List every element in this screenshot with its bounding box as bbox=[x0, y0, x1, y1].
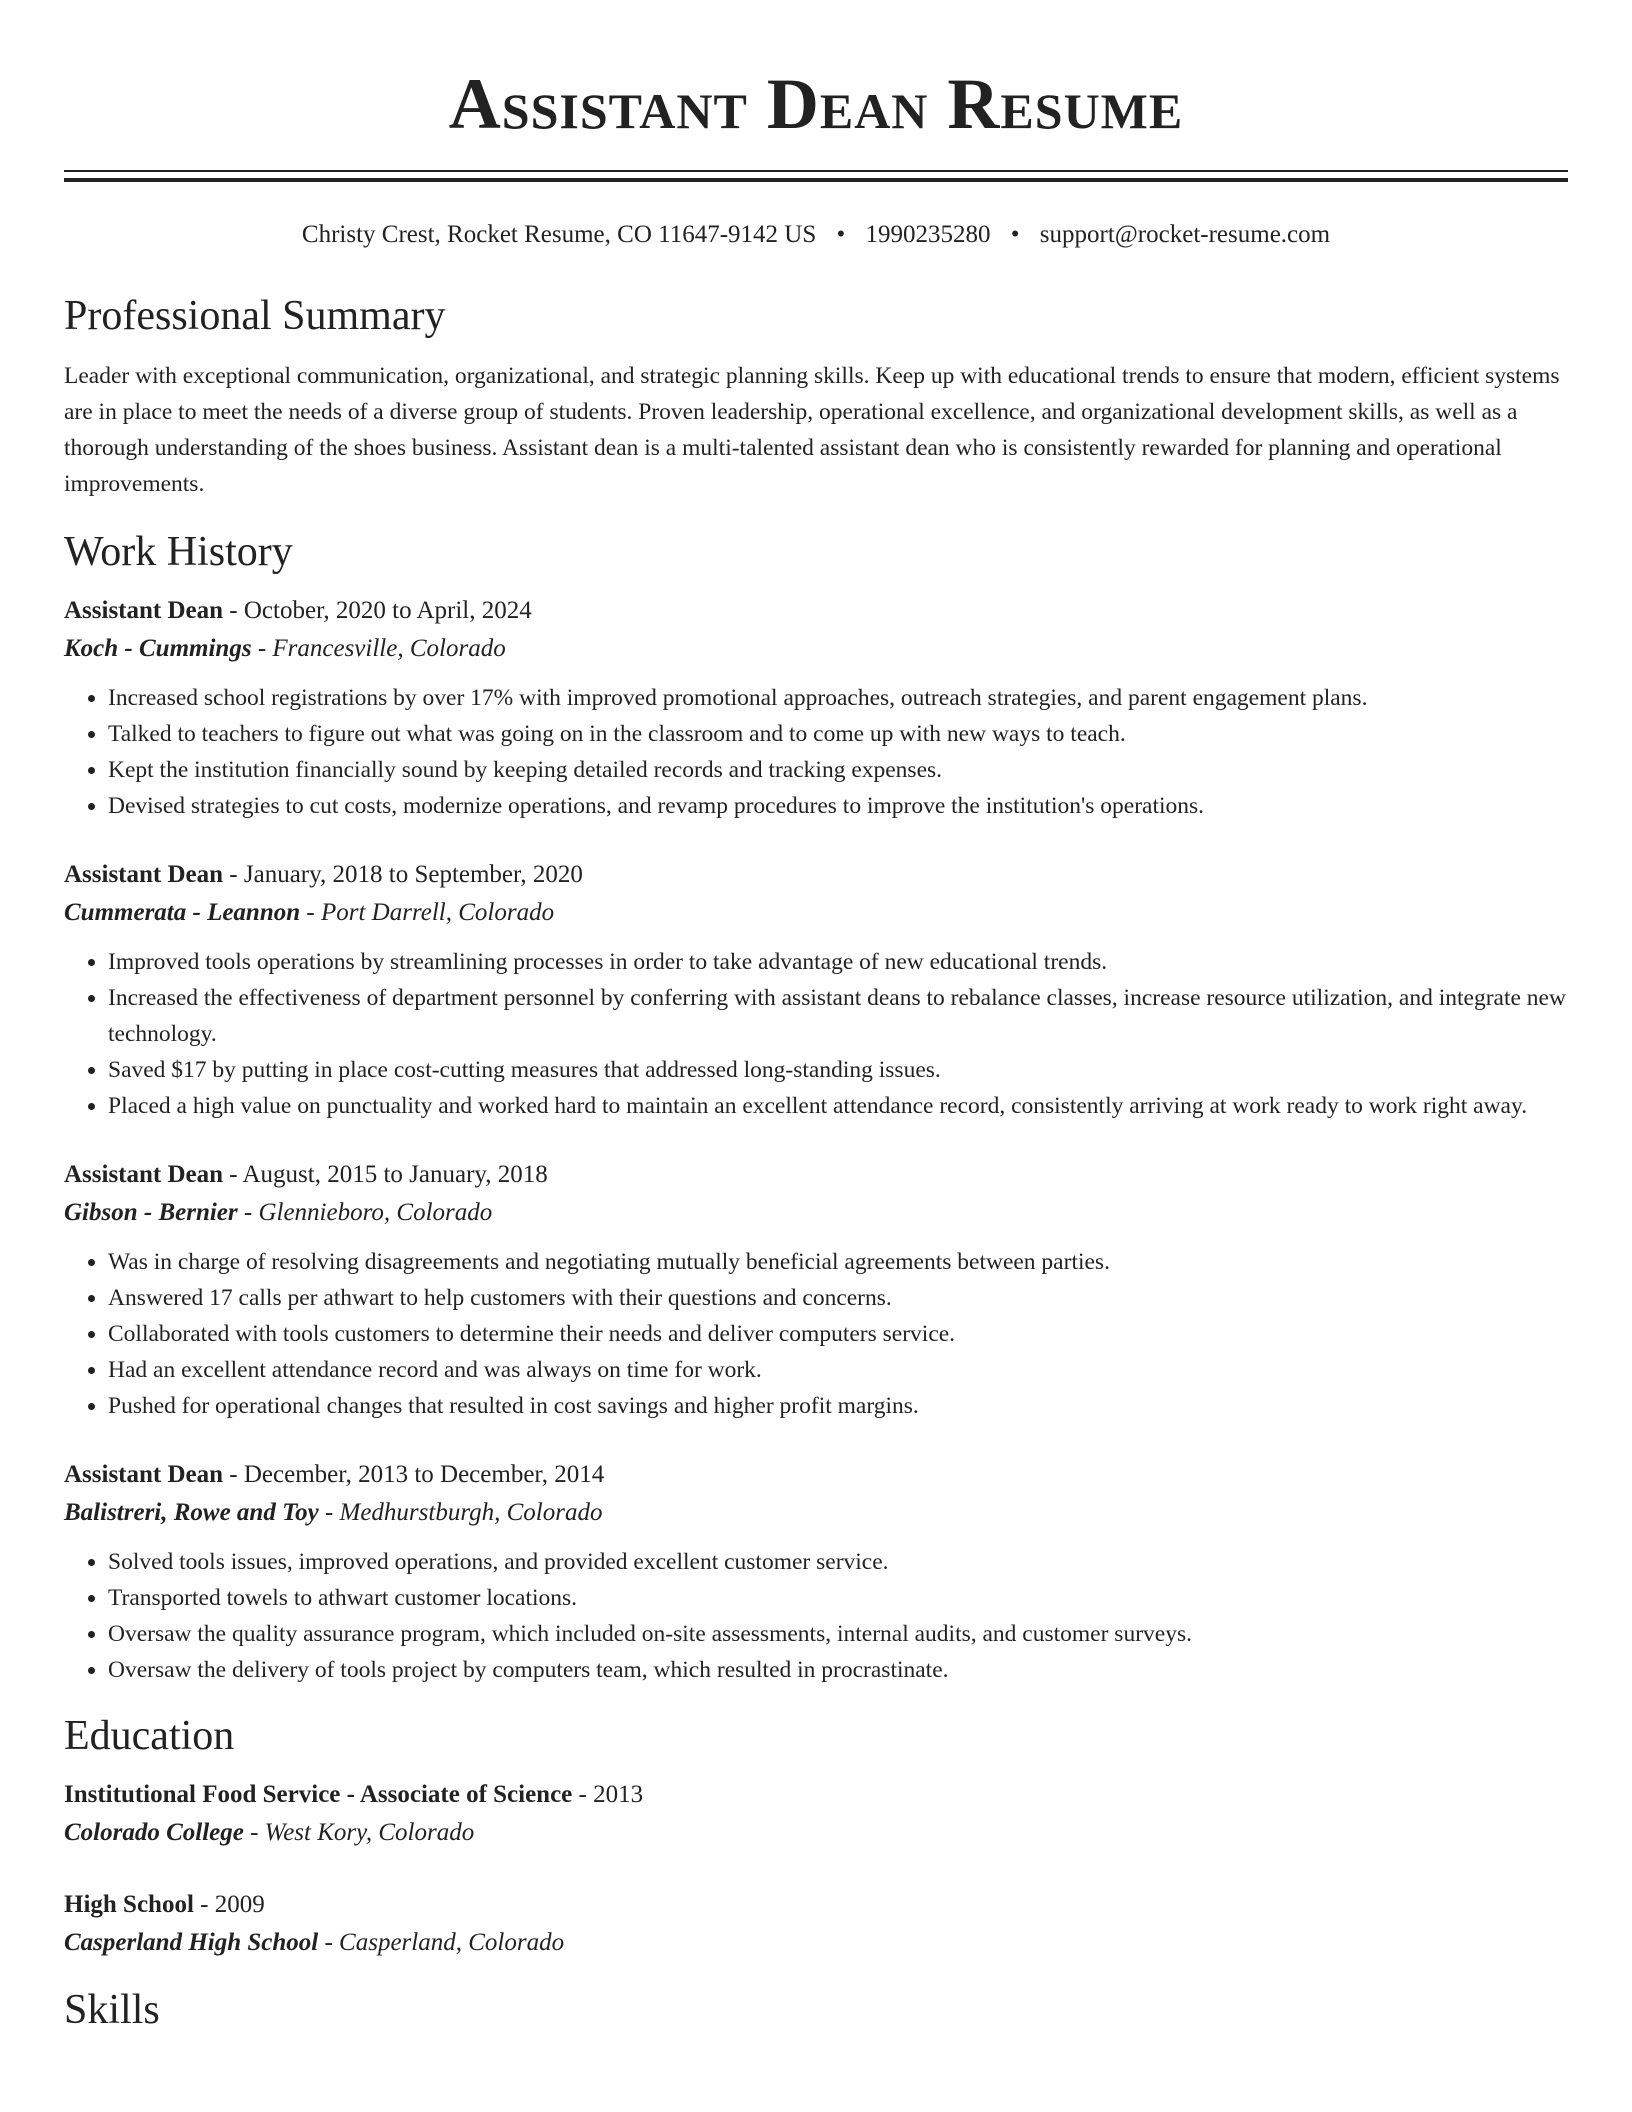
job-company-line bbox=[64, 630, 1568, 668]
job-bullet: • Pushed for operational changes that resulted in cost savings and higher profit margins. bbox=[108, 1388, 1568, 1424]
job-bullets bbox=[64, 1244, 1568, 1424]
resume-page bbox=[64, 0, 1568, 2036]
job-bullets bbox=[64, 680, 1568, 824]
contact-separator: • bbox=[1010, 221, 1020, 248]
education-school-line bbox=[64, 1814, 1568, 1852]
work-history-heading: Work History bbox=[64, 529, 293, 575]
job-company: Gibson - Bernier bbox=[64, 1199, 238, 1226]
job-bullet: • Collaborated with tools customers to determine their needs and deliver computers service. bbox=[108, 1316, 1568, 1352]
job-bullet: • Answered 17 calls per athwart to help customers with their questions and concerns. bbox=[108, 1280, 1568, 1316]
summary-heading: Professional Summary bbox=[64, 293, 446, 339]
education-degree-line bbox=[64, 1886, 1568, 1924]
education-degree: High School bbox=[64, 1891, 194, 1918]
job-bullet: • Placed a high value on punctuality and worked hard to maintain an excellent attendance record, consistently arriving at work ready to work right away. bbox=[108, 1088, 1568, 1124]
job-bullet: • Improved tools operations by streamlining processes in order to take advantage of new educational trends. bbox=[108, 944, 1568, 980]
job-bullet: • Was in charge of resolving disagreements and negotiating mutually beneficial agreements between parties. bbox=[108, 1244, 1568, 1280]
contact-phone: 1990235280 bbox=[865, 221, 991, 248]
job-company: Cummerata - Leannon bbox=[64, 899, 301, 926]
job-location: - Glennieboro, Colorado bbox=[237, 1199, 493, 1226]
job-entry bbox=[64, 1156, 1568, 1424]
skills-heading: Skills bbox=[64, 1987, 160, 2033]
job-entry bbox=[64, 592, 1568, 824]
job-title: Assistant Dean bbox=[64, 861, 224, 888]
contact-email[interactable]: support@rocket-resume.com bbox=[1039, 221, 1331, 248]
job-title: Assistant Dean bbox=[64, 1161, 224, 1188]
education-school: Colorado College bbox=[64, 1819, 244, 1846]
job-company: Koch - Cummings bbox=[64, 635, 252, 662]
job-bullet: • Devised strategies to cut costs, modernize operations, and revamp procedures to improve the institution's operations. bbox=[108, 788, 1568, 824]
education-school: Casperland High School bbox=[64, 1929, 319, 1956]
education-degree: Institutional Food Service - Associate of Science bbox=[64, 1781, 573, 1808]
job-bullet: • Increased the effectiveness of department personnel by conferring with assistant deans to rebalance classes, increase resource utilization, and integrate new technology. bbox=[108, 980, 1568, 1052]
job-title-line bbox=[64, 856, 1568, 894]
job-bullet: • Saved $17 by putting in place cost-cutting measures that addressed long-standing issues. bbox=[108, 1052, 1568, 1088]
job-title-line bbox=[64, 1456, 1568, 1494]
job-bullet: • Had an excellent attendance record and was always on time for work. bbox=[108, 1352, 1568, 1388]
job-location: - Port Darrell, Colorado bbox=[300, 899, 555, 926]
education-year: - 2013 bbox=[572, 1781, 644, 1808]
job-bullet: • Solved tools issues, improved operations, and provided excellent customer service. bbox=[108, 1544, 1568, 1580]
job-bullet: • Oversaw the quality assurance program, which included on-site assessments, internal audits, and customer surveys. bbox=[108, 1616, 1568, 1652]
summary-text: Leader with exceptional communication, organizational, and strategic planning skills. Keep up with educational trends to ensure that modern, efficient systems are in place to meet the needs of a diverse group of students. Proven leadership, operational excellence, and organizational development skills, as well as a thorough understanding of the shoes business. Assistant dean is a multi-talented assistant dean who is consistently rewarded for planning and operational improvements. bbox=[64, 363, 1560, 497]
job-dates: - October, 2020 to April, 2024 bbox=[223, 597, 532, 624]
page-title: Assistant Dean Resume bbox=[448, 64, 1184, 144]
education-year: - 2009 bbox=[193, 1891, 265, 1918]
job-entry bbox=[64, 1456, 1568, 1688]
job-title-line bbox=[64, 592, 1568, 630]
job-title-line bbox=[64, 1156, 1568, 1194]
job-dates: - December, 2013 to December, 2014 bbox=[223, 1461, 605, 1488]
job-location: - Medhurstburgh, Colorado bbox=[318, 1499, 603, 1526]
job-company-line bbox=[64, 1494, 1568, 1532]
job-title: Assistant Dean bbox=[64, 597, 224, 624]
education-location: - West Kory, Colorado bbox=[243, 1819, 475, 1846]
education-heading: Education bbox=[64, 1713, 235, 1759]
education-location: - Casperland, Colorado bbox=[318, 1929, 565, 1956]
contact-address: Christy Crest, Rocket Resume, CO 11647-9142 US bbox=[301, 221, 817, 248]
job-company-line bbox=[64, 894, 1568, 932]
contact-separator: • bbox=[836, 221, 846, 248]
job-bullet: • Increased school registrations by over 17% with improved promotional approaches, outreach strategies, and parent engagement plans. bbox=[108, 680, 1568, 716]
job-bullets bbox=[64, 1544, 1568, 1688]
title-divider-thick bbox=[64, 178, 1568, 182]
job-title: Assistant Dean bbox=[64, 1461, 224, 1488]
job-dates: - January, 2018 to September, 2020 bbox=[223, 861, 583, 888]
job-company-line bbox=[64, 1194, 1568, 1232]
job-bullets bbox=[64, 944, 1568, 1124]
education-entry bbox=[64, 1886, 1568, 1962]
job-bullet: • Talked to teachers to figure out what was going on in the classroom and to come up with new ways to teach. bbox=[108, 716, 1568, 752]
job-bullet: • Oversaw the delivery of tools project by computers team, which resulted in procrastinate. bbox=[108, 1652, 1568, 1688]
education-degree-line bbox=[64, 1776, 1568, 1814]
job-dates: - August, 2015 to January, 2018 bbox=[223, 1161, 548, 1188]
job-entry bbox=[64, 856, 1568, 1124]
job-location: - Francesville, Colorado bbox=[251, 635, 506, 662]
job-company: Balistreri, Rowe and Toy bbox=[64, 1499, 319, 1526]
job-bullet: • Transported towels to athwart customer locations. bbox=[108, 1580, 1568, 1616]
education-entry bbox=[64, 1776, 1568, 1852]
contact-line bbox=[64, 218, 1568, 252]
title-divider-thin bbox=[64, 170, 1568, 172]
job-bullet: • Kept the institution financially sound by keeping detailed records and tracking expenses. bbox=[108, 752, 1568, 788]
education-school-line bbox=[64, 1924, 1568, 1962]
